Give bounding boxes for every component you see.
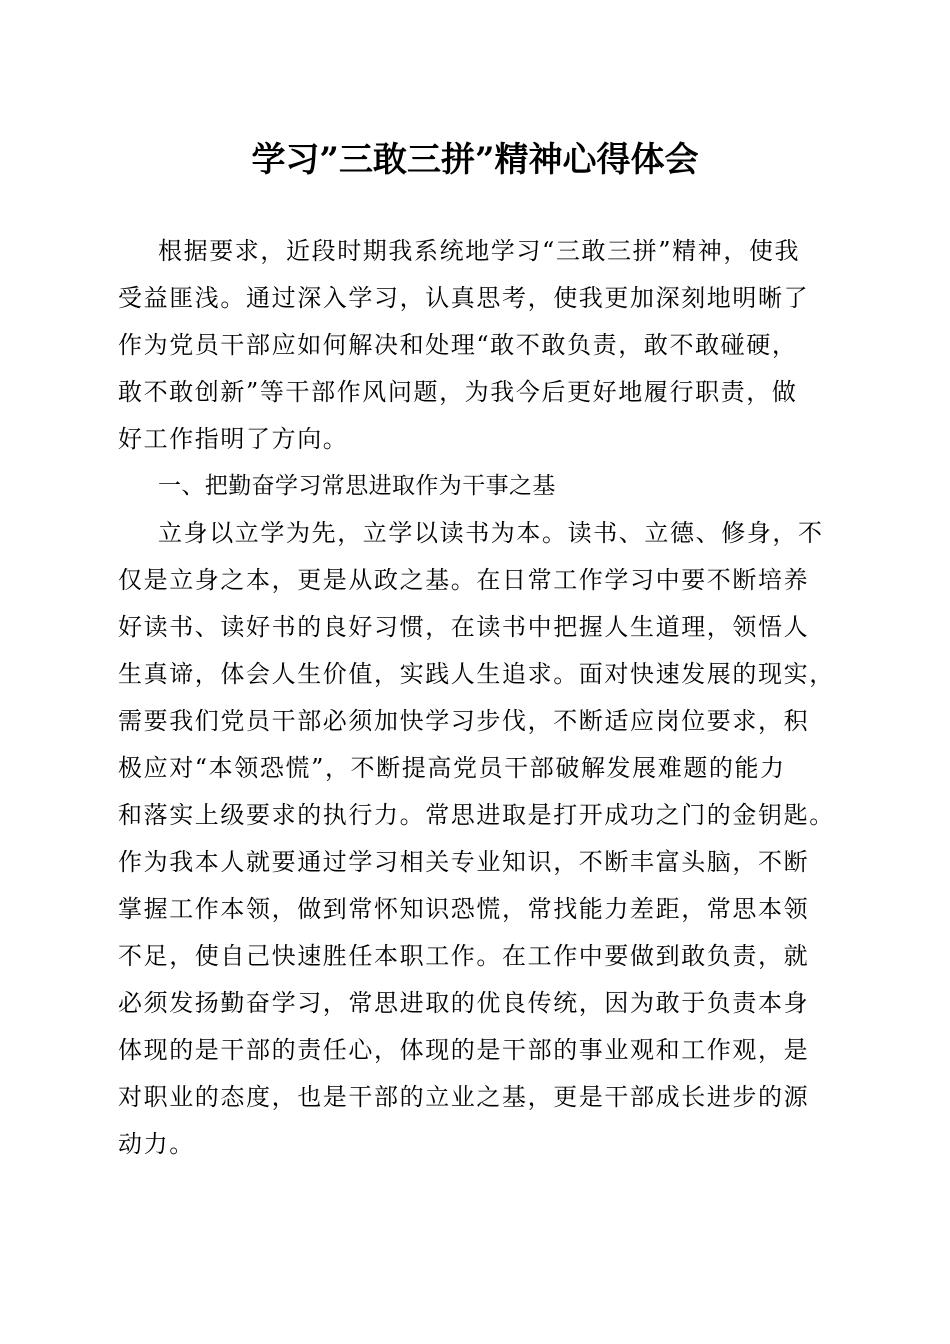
paragraph-line: 受益匪浅。通过深入学习，认真思考，使我更加深刻地明晰了 [118, 284, 810, 312]
paragraph-line: 作为党员干部应如何解决和处理“敢不敢负责，敢不敢碰硬， [118, 331, 798, 359]
paragraph-line: 掌握工作本领，做到常怀知识恐慌，常找能力差距，常思本领 [118, 895, 810, 923]
document-title: 学习”三敢三拼”精神心得体会 [251, 140, 699, 180]
paragraph-line: 需要我们党员干部必须加快学习步伐，不断适应岗位要求，积 [118, 707, 810, 735]
paragraph-line: 极应对“本领恐慌”，不断提高党员干部破解发展难题的能力 [118, 754, 786, 782]
paragraph-line: 和落实上级要求的执行力。常思进取是打开成功之门的金钥匙。 [118, 801, 835, 829]
paragraph-line: 体现的是干部的责任心，体现的是干部的事业观和工作观，是 [118, 1036, 810, 1064]
paragraph-line: 必须发扬勤奋学习，常思进取的优良传统，因为敢于负责本身 [118, 989, 810, 1017]
paragraph-line: 不足，使自己快速胜任本职工作。在工作中要做到敢负责，就 [118, 942, 810, 970]
paragraph-line: 仅是立身之本，更是从政之基。在日常工作学习中要不断培养 [118, 566, 810, 594]
paragraph-2 [118, 510, 838, 1168]
paragraph-line: 好工作指明了方向。 [118, 425, 349, 453]
paragraph-1 [118, 228, 838, 463]
paragraph-line: 敢不敢创新”等干部作风问题，为我今后更好地履行职责，做 [118, 378, 798, 406]
paragraph-line: 立身以立学为先，立学以读书为本。读书、立德、修身，不 [158, 519, 824, 547]
section-heading-1: 一、把勤奋学习常思进取作为干事之基 [158, 473, 556, 499]
document-body [118, 228, 838, 1168]
paragraph-line: 作为我本人就要通过学习相关专业知识，不断丰富头脑，不断 [118, 848, 810, 876]
paragraph-line: 动力。 [118, 1130, 195, 1158]
paragraph-line: 好读书、读好书的良好习惯，在读书中把握人生道理，领悟人 [118, 613, 810, 641]
paragraph-line: 对职业的态度，也是干部的立业之基，更是干部成长进步的源 [118, 1083, 810, 1111]
paragraph-line: 生真谛，体会人生价值，实践人生追求。面对快速发展的现实， [118, 660, 835, 688]
paragraph-line: 根据要求，近段时期我系统地学习“三敢三拼”精神，使我 [158, 237, 801, 265]
